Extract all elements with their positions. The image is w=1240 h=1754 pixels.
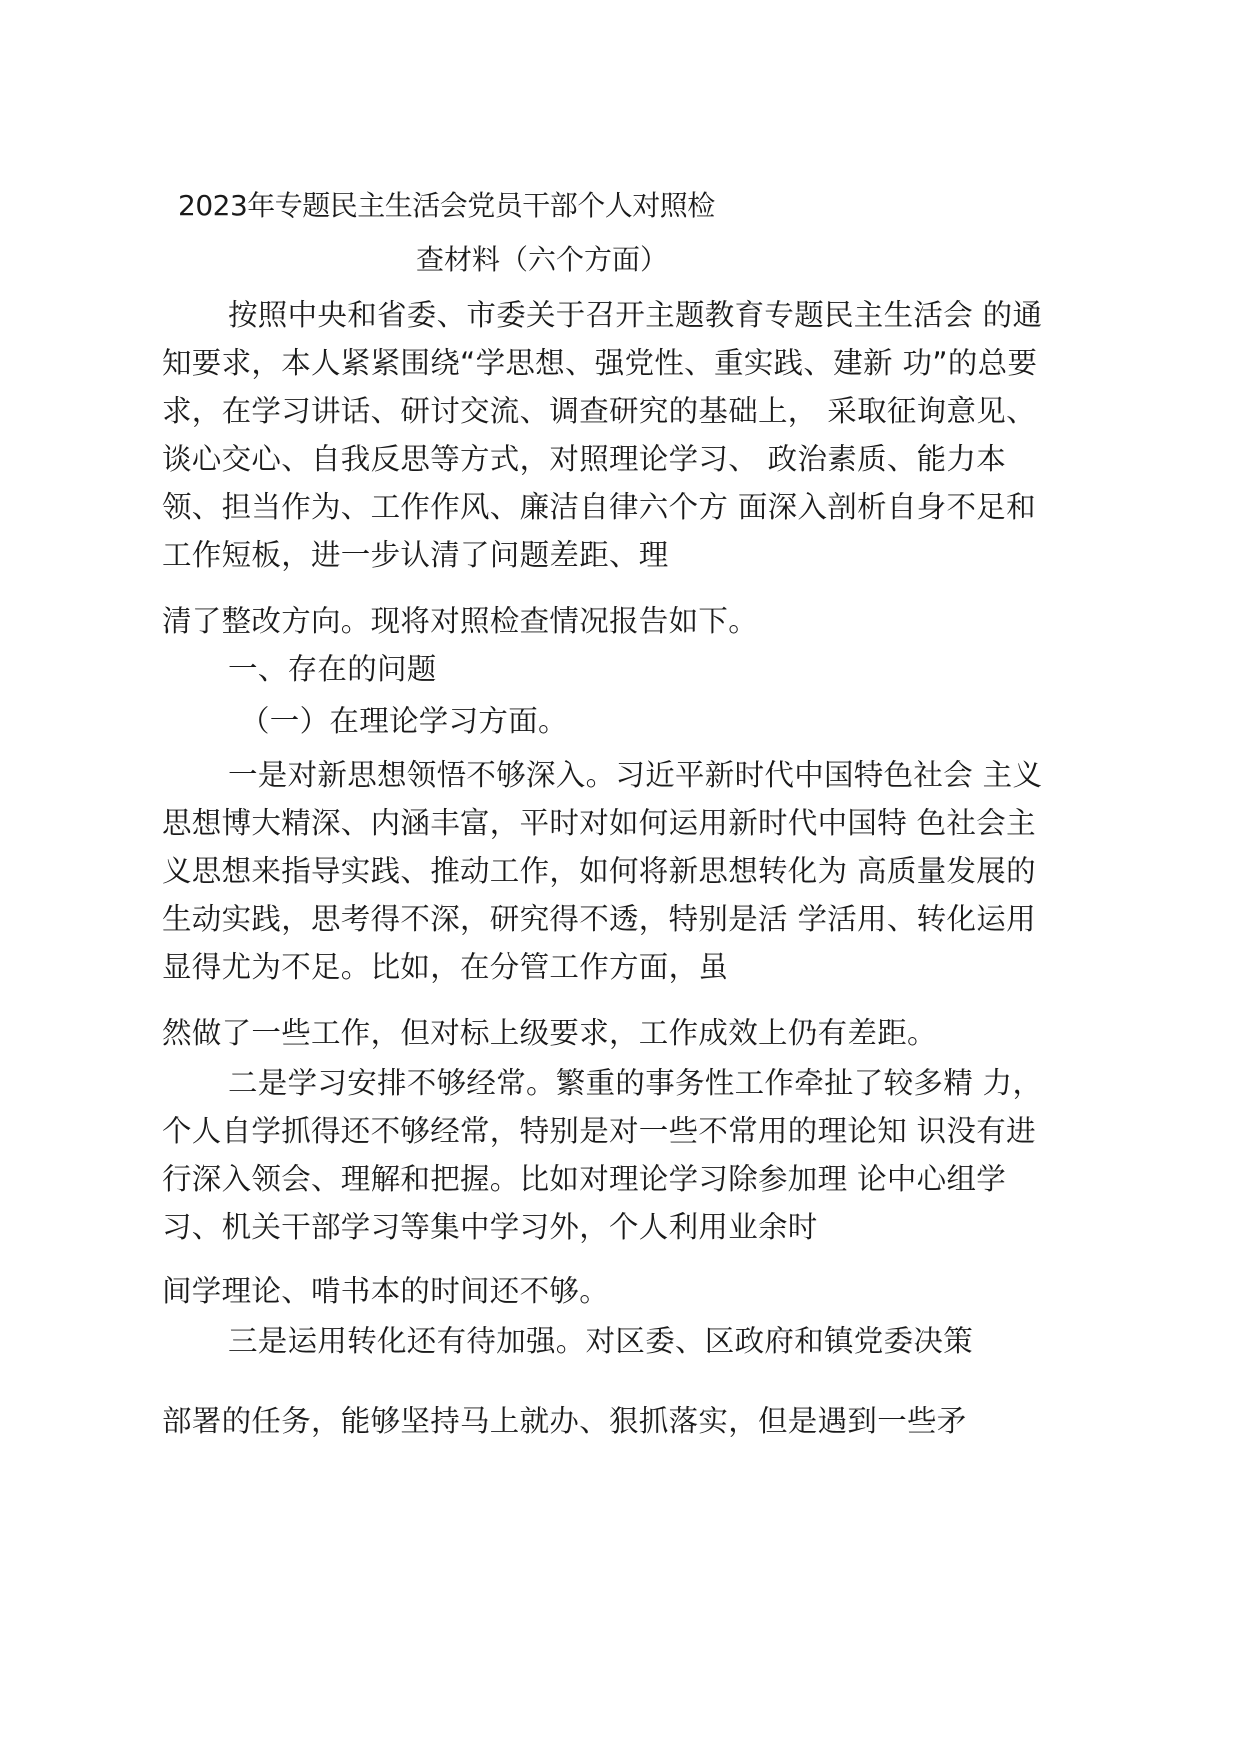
paragraph-line: 按照中央和省委、市委关于召开主题教育专题民主生活会 的通 [228, 298, 1043, 332]
paragraph-line: 领、担当作为、工作作风、廉洁自律六个方 面深入剖析自身不足和 [162, 490, 1036, 524]
paragraph-line: 清了整改方向。现将对照检查情况报告如下。 [162, 604, 759, 638]
document-title-line-2: 查材料（六个方面） [416, 243, 669, 276]
paragraph-line: 生动实践，思考得不深，研究得不透，特别是活 学活用、转化运用 [162, 902, 1036, 936]
paragraph-line: 思想博大精深、内涵丰富，平时对如何运用新时代中国特 色社会主 [162, 806, 1036, 840]
paragraph-line: 部署的任务，能够坚持马上就办、狠抓落实，但是遇到一些矛 [162, 1404, 967, 1438]
subsection-heading: （一）在理论学习方面。 [240, 704, 568, 738]
paragraph-line: 个人自学抓得还不够经常，特别是对一些不常用的理论知 识没有进 [162, 1114, 1036, 1148]
section-heading: 一、存在的问题 [228, 652, 437, 686]
paragraph-line: 工作短板，进一步认清了问题差距、理 [162, 538, 669, 572]
paragraph-line: 显得尤为不足。比如，在分管工作方面，虽 [162, 950, 729, 984]
paragraph-line: 然做了一些工作，但对标上级要求，工作成效上仍有差距。 [162, 1016, 937, 1050]
paragraph-line: 义思想来指导实践、推动工作，如何将新思想转化为 高质量发展的 [162, 854, 1036, 888]
document-title-line-1: 2023年专题民主生活会党员干部个人对照检 [178, 189, 715, 222]
paragraph-line: 三是运用转化还有待加强。对区委、区政府和镇党委决策 [228, 1324, 974, 1358]
paragraph-line: 知要求，本人紧紧围绕“学思想、强党性、重实践、建新 功”的总要 [162, 346, 1038, 380]
paragraph-line: 习、机关干部学习等集中学习外，个人利用业余时 [162, 1210, 818, 1244]
paragraph-line: 一是对新思想领悟不够深入。习近平新时代中国特色社会 主义 [228, 758, 1043, 792]
paragraph-line: 二是学习安排不够经常。繁重的事务性工作牵扯了较多精 力， [228, 1066, 1043, 1100]
paragraph-line: 谈心交心、自我反思等方式，对照理论学习、 政治素质、能力本 [162, 442, 1007, 476]
paragraph-line: 间学理论、啃书本的时间还不够。 [162, 1274, 610, 1308]
paragraph-line: 行深入领会、理解和把握。比如对理论学习除参加理 论中心组学 [162, 1162, 1007, 1196]
paragraph-line: 求，在学习讲话、研讨交流、调查研究的基础上， 采取征询意见、 [162, 394, 1036, 428]
